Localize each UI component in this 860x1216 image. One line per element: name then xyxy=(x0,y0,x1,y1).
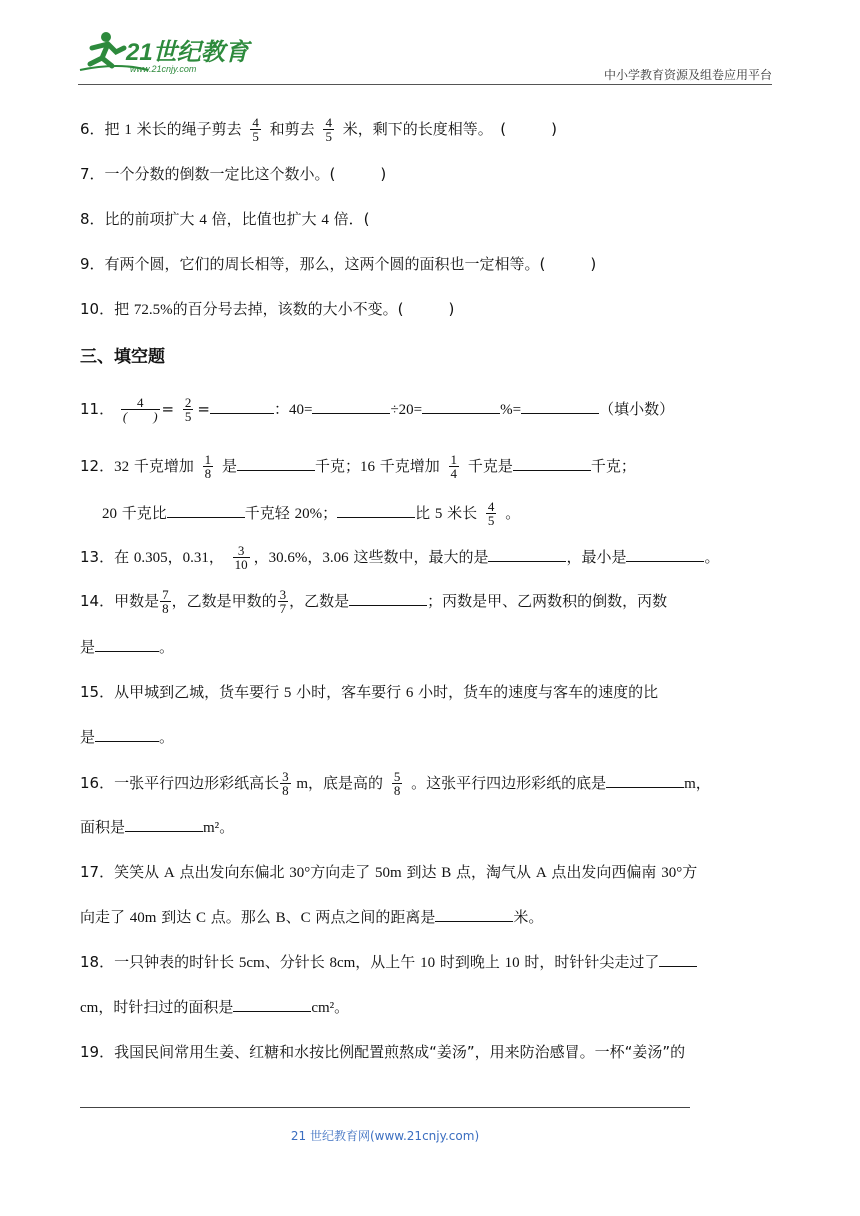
q18-g: 时到晚上 xyxy=(435,953,505,971)
q15-text-e: 小时，货车的速度与客车的速度的比 xyxy=(413,683,659,701)
q16b-unit: m² xyxy=(203,820,220,836)
q12-fraction-1: $\frac{1}{8}$ xyxy=(204,452,212,481)
q11-hint: （填小数） xyxy=(599,400,675,418)
q13-fraction: $\frac{3}{10}$ xyxy=(234,543,248,572)
footer-link[interactable]: 21 世纪教育网(www.21cnjy.com) xyxy=(290,1129,480,1143)
q6-text-a: 6．把 xyxy=(80,120,125,138)
q16-text-a: 16．一张平行四边形彩纸高长 xyxy=(80,774,280,792)
q17-l: 30° xyxy=(661,865,683,881)
q12-blank-2[interactable] xyxy=(513,455,591,471)
question-6 xyxy=(80,116,557,143)
q14b-text-b: 。 xyxy=(159,638,175,656)
q12b-text-e: ； xyxy=(322,504,338,522)
q15-text-c: 小时，客车要行 xyxy=(291,683,406,701)
q11-percent: %= xyxy=(500,402,522,418)
q14-fraction-1: $\frac{7}{8}$ xyxy=(162,587,169,616)
q17b-h: C xyxy=(300,910,311,926)
footer-divider xyxy=(80,1107,690,1108)
question-10 xyxy=(80,297,454,322)
q13-text-c: ， xyxy=(253,548,269,566)
q18-f: 10 xyxy=(420,955,436,971)
q6-fraction-1: $\frac{4}{5}$ xyxy=(252,115,259,144)
q12-text-i: 千克是 xyxy=(467,457,513,475)
page-header xyxy=(78,26,772,86)
q18-blank-2[interactable] xyxy=(233,996,311,1012)
q14-blank-1[interactable] xyxy=(349,590,427,606)
q16-unit: m xyxy=(296,776,309,792)
q15-num-2: 6 xyxy=(405,685,414,701)
q17-f: 50m xyxy=(375,865,402,881)
q17b-f: B xyxy=(275,910,286,926)
header-divider xyxy=(78,84,772,85)
question-13 xyxy=(80,544,719,571)
question-14-line-2 xyxy=(80,635,174,659)
question-15 xyxy=(80,680,658,705)
q12b-num-1: 20 xyxy=(102,506,117,522)
q12-number: 12． xyxy=(80,457,115,475)
q13-blank-2[interactable] xyxy=(626,546,704,562)
q17b-e: 点。那么 xyxy=(206,908,276,926)
q17b-b: 40m xyxy=(129,910,157,926)
q14-text-d: ；丙数是甲、乙两数积的倒数，丙数 xyxy=(427,592,668,610)
q18-i: 时，时针针尖走过了 xyxy=(519,953,660,971)
q10-text-c: 的百分号去掉，该数的大小不变。( ) xyxy=(172,300,455,318)
q13-text-a: 13．在 xyxy=(80,548,134,566)
q11-div: ÷20= xyxy=(390,402,423,418)
q17-k: 点出发向西偏南 xyxy=(546,863,662,881)
q11-fraction-1: $\frac{4}{( )}$ xyxy=(122,395,158,424)
q12b-text-i: 。 xyxy=(505,504,521,522)
question-14 xyxy=(80,588,667,615)
q16-text-d: 。这张平行四边形彩纸的底是 xyxy=(411,774,607,792)
question-17-line-2 xyxy=(80,905,543,930)
q16b-text-a: 面积是 xyxy=(80,818,126,836)
q16-blank-2[interactable] xyxy=(125,816,203,832)
q17-i: 点，淘气从 xyxy=(451,863,536,881)
q11-fraction-2: $\frac{2}{5}$ xyxy=(184,395,192,424)
q18-c: 、分针长 xyxy=(264,953,330,971)
q12-fraction-2: $\frac{1}{4}$ xyxy=(450,452,458,481)
q12b-text-b: 千克比 xyxy=(117,504,167,522)
q15b-text-b: 。 xyxy=(159,728,175,746)
q12-text-j: 千克； xyxy=(590,457,636,475)
q14-fraction-2: $\frac{3}{7}$ xyxy=(279,587,287,616)
q12-blank-1[interactable] xyxy=(237,455,315,471)
q11-blank-3[interactable] xyxy=(422,398,500,414)
q17-h: B xyxy=(441,865,452,881)
question-19: 19．我国民间常用生姜、红糖和水按比例配置煎熬成“姜汤”，用来防治感冒。一杯“姜汤”的 xyxy=(80,1043,686,1061)
q17-blank[interactable] xyxy=(435,906,513,922)
logo-subtext: www.21cnjy.com xyxy=(130,64,197,74)
q6-fraction-2: $\frac{4}{5}$ xyxy=(325,115,332,144)
q17-e: 方向走了 xyxy=(310,863,376,881)
q13-text-e: 这些数中，最大的是 xyxy=(348,548,489,566)
q18b-c: cm² xyxy=(311,1000,335,1016)
q16-fraction-2: $\frac{5}{8}$ xyxy=(393,769,401,798)
q15-text-a: 15．从甲城到乙城，货车要行 xyxy=(80,683,284,701)
q18b-b: ，时针扫过的面积是 xyxy=(98,998,234,1016)
q8-num-2: 4 xyxy=(321,212,329,228)
q12-num-2: 16 xyxy=(359,459,375,475)
q12-text-h: 千克增加 xyxy=(374,457,440,475)
q12-text-e: 千克； xyxy=(314,457,360,475)
q18-e: ，从上午 xyxy=(355,953,421,971)
question-7: 7．一个分数的倒数一定比这个数小。( ) xyxy=(80,165,387,183)
q16b-text-c: 。 xyxy=(219,818,235,836)
q13-text-f: ，最小是 xyxy=(566,548,627,566)
question-11 xyxy=(80,396,674,423)
q12-num-1: 32 xyxy=(114,459,130,475)
question-16 xyxy=(80,770,711,797)
q17-d: 30° xyxy=(289,865,311,881)
q17-j: A xyxy=(535,865,547,881)
question-17 xyxy=(80,860,697,885)
q15-blank[interactable] xyxy=(95,726,159,742)
question-12-line-2 xyxy=(102,500,520,527)
q10-text-a: 10．把 xyxy=(80,300,134,318)
q14b-text-a: 是 xyxy=(80,638,96,656)
q11-ratio: ：40= xyxy=(273,402,313,418)
q12b-fraction: $\frac{4}{5}$ xyxy=(487,499,495,528)
q8-text-a: 8．比的前项扩大 xyxy=(80,210,200,228)
q11-blank-4[interactable] xyxy=(521,398,599,414)
question-9: 9．有两个圆，它们的周长相等，那么，这两个圆的面积也一定相等。( ) xyxy=(80,255,597,273)
q18-d: 8cm xyxy=(329,955,356,971)
q14-text-b: ，乙数是甲数的 xyxy=(171,592,277,610)
q14-blank-2[interactable] xyxy=(95,636,159,652)
q12b-text-c: 千克轻 xyxy=(244,504,295,522)
q12b-text-h: 米长 xyxy=(442,504,478,522)
q13-nums-2: 30.6%，3.06 xyxy=(268,550,349,566)
q6-text-e: 米，剩下的长度相等。 ( ) xyxy=(342,120,557,138)
q17b-j: 米。 xyxy=(513,908,544,926)
q11-blank-1[interactable] xyxy=(210,398,274,414)
q11-blank-2[interactable] xyxy=(312,398,390,414)
q16-text-c: ，底是高的 xyxy=(308,774,384,792)
site-logo xyxy=(78,28,268,76)
q12-blank-3[interactable] xyxy=(167,502,245,518)
q17b-d: C xyxy=(196,910,207,926)
q11-eq-1: = xyxy=(161,400,175,418)
q10-percent: 72.5% xyxy=(133,302,173,318)
q17b-a: 向走了 xyxy=(80,908,130,926)
q16-text-e: m， xyxy=(684,776,711,792)
section-title: 三、填空题 xyxy=(80,347,165,367)
q12b-percent: 20% xyxy=(294,506,323,522)
q8-num-1: 4 xyxy=(199,212,207,228)
q14-text-a: 14．甲数是 xyxy=(80,592,160,610)
q13-blank-1[interactable] xyxy=(488,546,566,562)
q18-h: 10 xyxy=(504,955,520,971)
q8-text-e: 倍．( xyxy=(328,210,370,228)
q6-text-d: 和剪去 xyxy=(269,120,315,138)
q17-c: 点出发向东偏北 xyxy=(174,863,290,881)
q18-a: 18．一只钟表的时针长 xyxy=(80,953,239,971)
question-18 xyxy=(80,950,697,975)
q6-number: 1 xyxy=(124,122,132,138)
q18b-a: cm xyxy=(80,1000,99,1016)
q18b-d: 。 xyxy=(334,998,350,1016)
q15-num-1: 5 xyxy=(283,685,292,701)
q8-text-c: 倍，比值也扩大 xyxy=(206,210,322,228)
q6-text-c: 米长的绳子剪去 xyxy=(131,120,242,138)
q17-a: 17．笑笑从 xyxy=(80,863,164,881)
q18-b: 5cm xyxy=(238,955,265,971)
q13-nums: 0.305，0.31， xyxy=(133,550,224,566)
question-15-line-2 xyxy=(80,725,174,749)
q16-blank-1[interactable] xyxy=(606,772,684,788)
q15b-text-a: 是 xyxy=(80,728,96,746)
q12b-num-2: 5 xyxy=(434,506,443,522)
q12b-text-f: 比 xyxy=(415,504,435,522)
q18-blank-1[interactable] xyxy=(659,951,697,967)
q14-text-c: ，乙数是 xyxy=(289,592,350,610)
q17-m: 方 xyxy=(682,863,698,881)
q12-text-c: 千克增加 xyxy=(129,457,194,475)
question-16-line-2 xyxy=(80,815,234,840)
question-8 xyxy=(80,207,369,232)
q16-fraction-1: $\frac{3}{8}$ xyxy=(282,769,289,798)
question-12 xyxy=(80,453,636,480)
q12-blank-4[interactable] xyxy=(337,502,415,518)
q17b-g: 、 xyxy=(285,908,301,926)
site-description: 中小学教育资源及组卷应用平台 xyxy=(603,68,772,82)
logo-text: 21世纪教育 xyxy=(126,39,249,66)
q12-text-d: 是 xyxy=(221,457,237,475)
q13-text-g: 。 xyxy=(704,548,720,566)
q17b-i: 两点之间的距离是 xyxy=(310,908,436,926)
q17-g: 到达 xyxy=(401,863,442,881)
q17b-c: 到达 xyxy=(156,908,196,926)
q11-eq-2: = xyxy=(197,400,210,418)
question-18-line-2 xyxy=(80,995,349,1020)
q17-b: A xyxy=(163,865,175,881)
q11-number: 11． xyxy=(80,400,115,418)
